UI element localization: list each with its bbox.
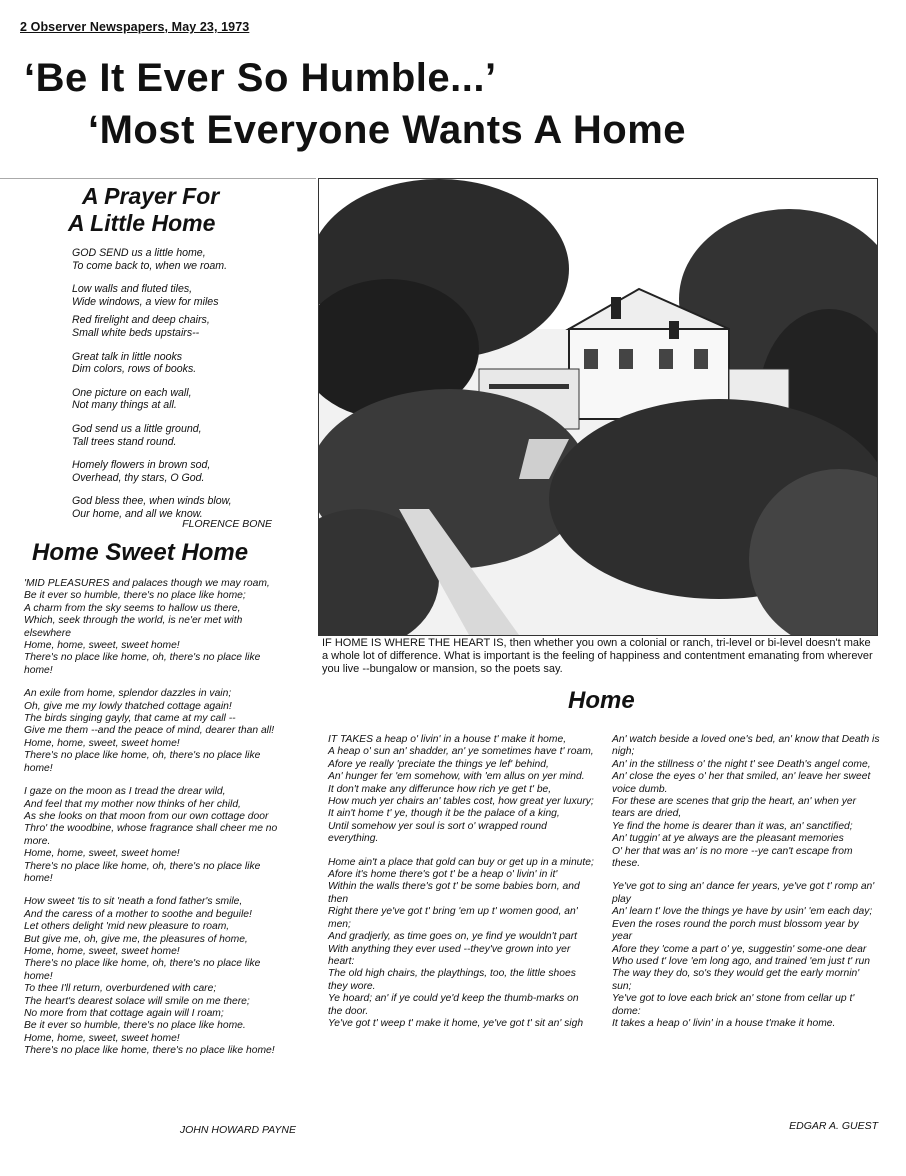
home-stanza: IT TAKES a heap o' livin' in a house t' make it home, A heap o' sun an' shadder, an' ye sometimes have t' roam, Afore ye really 'preciate the things ye lef' behind, An' hunger fer 'em somehow, with 'em allus on yer mind. It don't make any differunce how rich ye get t' be, How much yer chairs an' tables cost, how great yer luxury; It ain't home t' ye, though it be the palace of a king, Until somehow yer soul is sort o' wrapped round everything. bbox=[328, 734, 594, 845]
photo-caption: IF HOME IS WHERE THE HEART IS, then whether you own a colonial or ranch, tri-level or bi-level doesn't make a whole lot of difference. What is important is the feeling of happiness and contentment emanating from wherever you live --bungalow or mansion, so the poets say. bbox=[322, 637, 873, 675]
headline-line-1: ‘Be It Ever So Humble...’ bbox=[24, 56, 497, 100]
prayer-stanza: Low walls and fluted tiles, Wide windows, a view for miles bbox=[72, 283, 219, 308]
home-stanza: An' watch beside a loved one's bed, an' know that Death is nigh; An' in the stillness o' the night t' see Death's angel come, An' close the eyes o' her that smiled, an' leave her sweet voice dumb. For these are scenes that grip the heart, an' when yer tears are dried, Ye find the home is dearer than it was, an' sanctified; An' tuggin' at ye always are the pleasant memories O' her that was an' is no more --ye can't escape from these. bbox=[612, 734, 880, 870]
prayer-stanza: GOD SEND us a little home, To come back to, when we roam. bbox=[72, 247, 228, 272]
prayer-stanza: Red firelight and deep chairs, Small white beds upstairs-- bbox=[72, 314, 210, 339]
prayer-stanza: God send us a little ground, Tall trees stand round. bbox=[72, 422, 202, 448]
prayer-title-line-1: A Prayer For bbox=[82, 183, 220, 209]
prayer-author: FLORENCE BONE bbox=[182, 518, 272, 530]
home-stanza: Ye've got to sing an' dance fer years, ye've got t' romp an' play An' learn t' love the things ye have by usin' 'em each day; Even the roses round the porch must blossom year by year Afore they 'come a part o' ye, suggestin' some-one dear Who used t' love 'em long ago, and trained 'em just t' run The way they do, so's they would get the early mornin' sun; Ye've got to love each brick an' stone from cellar up t' dome: It takes a heap o' livin' in a house t'make it home. bbox=[612, 881, 875, 1029]
home-sweet-stanza: How sweet 'tis to sit 'neath a fond father's smile, And the caress of a mother to soothe and beguile! Let others delight 'mid new pleasure to roam, But give me, oh, give me, the pleasures of home, Home, home, sweet, sweet home! There's no place like home, oh, there's no place like home! To thee I'll return, overburdened with care; The heart's dearest solace will smile on me there; No more from that cottage again will I roam; Be it ever so humble, there's no place like home. Home, home, sweet, sweet home! There's no place like home, there's no place like home! bbox=[24, 896, 275, 1057]
home-poem-col-2 bbox=[612, 734, 880, 1030]
prayer-stanza: Homely flowers in brown sod, Overhead, thy stars, O God. bbox=[72, 459, 211, 484]
home-poem-col-1 bbox=[328, 734, 594, 1030]
headline-line-2: ‘Most Everyone Wants A Home bbox=[88, 108, 687, 152]
home-stanza: Home ain't a place that gold can buy or get up in a minute; Afore it's home there's got t' be a heap o' livin' in it' Within the walls there's got t' be some babies born, and then Right there ye've got t' bring 'em up t' women good, an' men; And gradjerly, as time goes on, ye find ye wouldn't part With anything they ever used --they've grown into yer heart: The old high chairs, the playthings, too, the little shoes they wore. Ye hoard; an' if ye could ye'd keep the thumb-marks on the door. Ye've got t' weep t' make it home, ye've got t' sit an' sigh bbox=[328, 856, 594, 1029]
home-sweet-stanza: An exile from home, splendor dazzles in vain; Oh, give me my lowly thatched cottage again! The birds singing gayly, that came at my call -- Give me them --and the peace of mind, dearer than all! Home, home, sweet, sweet home! There's no place like home, oh, there's no place like home! bbox=[24, 688, 275, 774]
home-sweet-stanza: 'MID PLEASURES and palaces though we may roam, Be it ever so humble, there's no place like home; A charm from the sky seems to hallow us there, Which, seek through the world, is ne'er met with elsewhere Home, home, sweet, sweet home! There's no place like home, oh, there's no place like home! bbox=[24, 578, 270, 676]
home-sweet-home-poem bbox=[24, 578, 290, 1058]
divider bbox=[0, 178, 316, 179]
prayer-stanza: Great talk in little nooks Dim colors, rows of books. bbox=[72, 350, 197, 376]
prayer-title-line-2: A Little Home bbox=[68, 210, 216, 236]
home-author: EDGAR A. GUEST bbox=[789, 1120, 878, 1132]
home-sweet-stanza: I gaze on the moon as I tread the drear wild, And feel that my mother now thinks of her child, As she looks on that moon from our own cottage door Thro' the woodbine, whose fragrance shall cheer me no more. Home, home, sweet, sweet home! There's no place like home, oh, there's no place like home! bbox=[24, 786, 278, 884]
prayer-stanza: One picture on each wall, Not many things at all. bbox=[72, 386, 192, 412]
home-sweet-author: JOHN HOWARD PAYNE bbox=[179, 1124, 296, 1136]
home-sweet-home-title: Home Sweet Home bbox=[32, 539, 249, 566]
prayer-poem bbox=[72, 247, 312, 521]
prayer-stanza: God bless thee, when winds blow, Our home, and all we know. bbox=[72, 495, 232, 520]
house-photo bbox=[318, 178, 878, 636]
house-garden-illustration bbox=[319, 179, 877, 635]
home-title: Home bbox=[568, 687, 635, 714]
page-header: 2 Observer Newspapers, May 23, 1973 bbox=[20, 20, 250, 34]
